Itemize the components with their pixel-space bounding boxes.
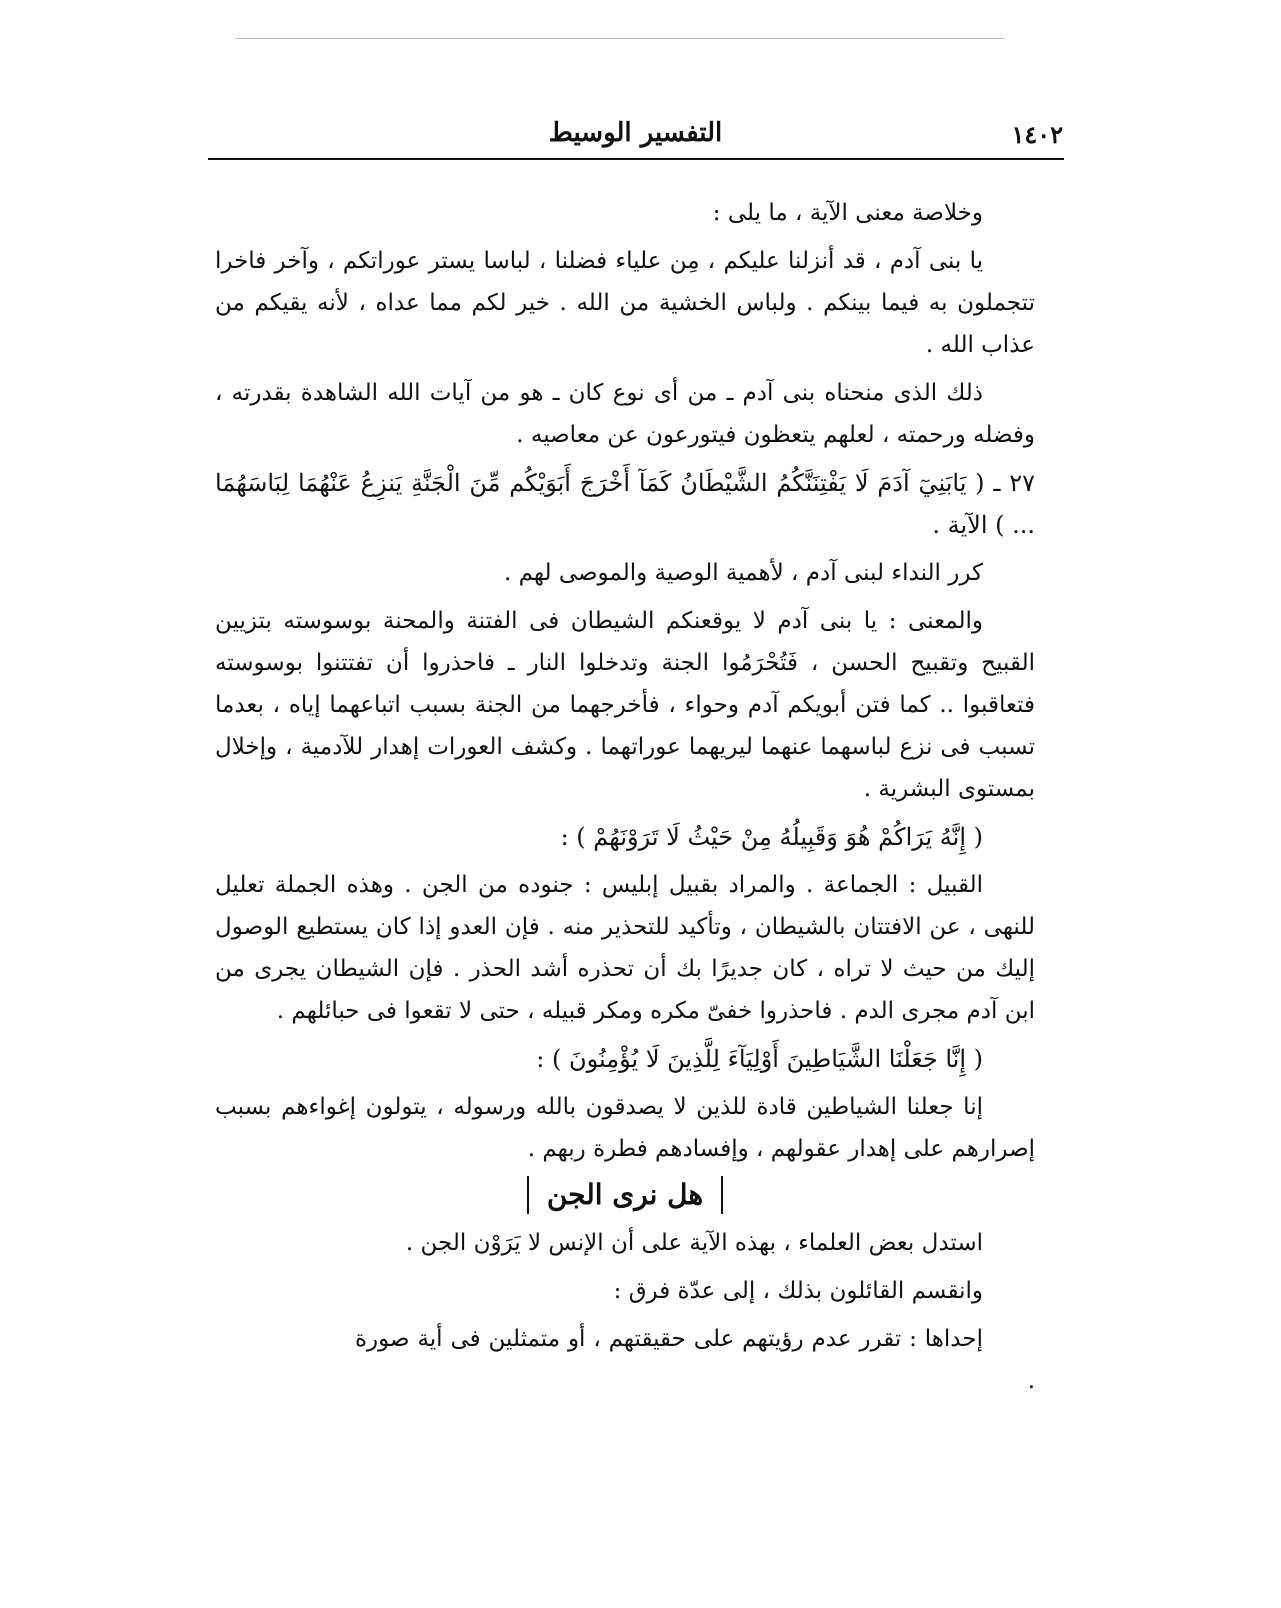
paragraph-leaders: إنا جعلنا الشياطين قادة للذين لا يصدقون بالله ورسوله ، يتولون إغواءهم بسبب إصرارهم على إهدار عقولهم ، وإفسادهم فطرة ربهم .: [215, 1094, 1035, 1162]
page-number: ١٤٠٢: [1011, 120, 1063, 149]
paragraph-summary-intro: وخلاصة معنى الآية ، ما يلى :: [712, 200, 983, 226]
paragraph-groups: وانقسم القائلون بذلك ، إلى عدّة فرق :: [613, 1278, 983, 1304]
paragraph-summary: يا بنى آدم ، قد أنزلنا عليكم ، مِن علياء فضلنا ، لباسا يستر عوراتكم ، وآخر فاخرا تتجملون به فيما بينكم . ولباس الخشية من الله . خير لكم مما عداه ، لأنه يقيكم من عذاب الله .: [215, 248, 1035, 358]
verse-27: ٢٧ ـ ( يَابَنِيٓ آدَمَ لَا يَفْتِنَنَّكُمُ الشَّيْطَانُ كَمَآ أَخْرَجَ أَبَوَيْكُم مِّنَ الْجَنَّةِ يَنزِعُ عَنْهُمَا لِبَاسَهُمَا ... ) الآية .: [215, 469, 1035, 539]
verse-awliya: ( إِنَّا جَعَلْنَا الشَّيَاطِينَ أَوْلِيَآءَ لِلَّذِينَ لَا يُؤْمِنُونَ ) :: [536, 1045, 983, 1073]
running-title: التفسير الوسيط: [548, 118, 723, 148]
header-rule: [208, 158, 1064, 160]
section-heading: [215, 1176, 1035, 1218]
paragraph-meaning: والمعنى : يا بنى آدم لا يوقعنكم الشيطان فى الفتنة والمحنة بوسوسته بتزيين القبيح وتقبيح الحسن ، فَتُحْرَمُوا الجنة وتدخلوا النار ـ فاحذروا أن تفتتنوا بوسوسته فتعاقبوا .. كما فتن أبويكم آدم وحواء ، فأخرجهما من الجنة بسبب اتباعهما إياه ، بعدما تسبب فى نزع لباسهما عنهما ليريهما عوراتهما . وكشف العورات إهدار للآدمية ، وإخلال بمستوى البشرية .: [215, 608, 1035, 802]
section-heading-text: هل نرى الجن: [527, 1176, 723, 1214]
page-header: [208, 118, 1063, 156]
paragraph-signs: ذلك الذى منحناه بنى آدم ـ من أى نوع كان ـ هو من آيات الله الشاهدة بقدرته ، وفضله ورحمته ، لعلهم يتعظون فيتورعون عن معاصيه .: [215, 380, 1035, 448]
paragraph-first-group: إحداها : تقرر عدم رؤيتهم على حقيقتهم ، أو متمثلين فى أية صورة .: [355, 1326, 1035, 1394]
top-scan-rule: [235, 38, 1005, 39]
verse-he-sees-you: ( إِنَّهُ يَرَاكُمْ هُوَ وَقَبِيلُهُ مِنْ حَيْثُ لَا تَرَوْنَهُمْ ) :: [560, 823, 983, 851]
page-body: [215, 192, 1035, 1408]
paragraph-qabil: القبيل : الجماعة . والمراد بقبيل إبليس : جنوده من الجن . وهذه الجملة تعليل للنهى ، عن الافتتان بالشيطان ، وتأكيد للتحذير منه . فإن العدو إذا كان يستطيع الوصول إليك من حيث لا تراه ، كان جديرًا بك أن تحذره أشد الحذر . فإن الشيطان يجرى من ابن آدم مجرى الدم . فاحذروا خفىّ مكره ومكر قبيله ، حتى لا تقعوا فى حبائلهم .: [215, 872, 1035, 1024]
paragraph-scholars: استدل بعض العلماء ، بهذه الآية على أن الإنس لا يَرَوْن الجن .: [405, 1230, 983, 1256]
paragraph-repetition: كرر النداء لبنى آدم ، لأهمية الوصية والموصى لهم .: [503, 560, 983, 586]
